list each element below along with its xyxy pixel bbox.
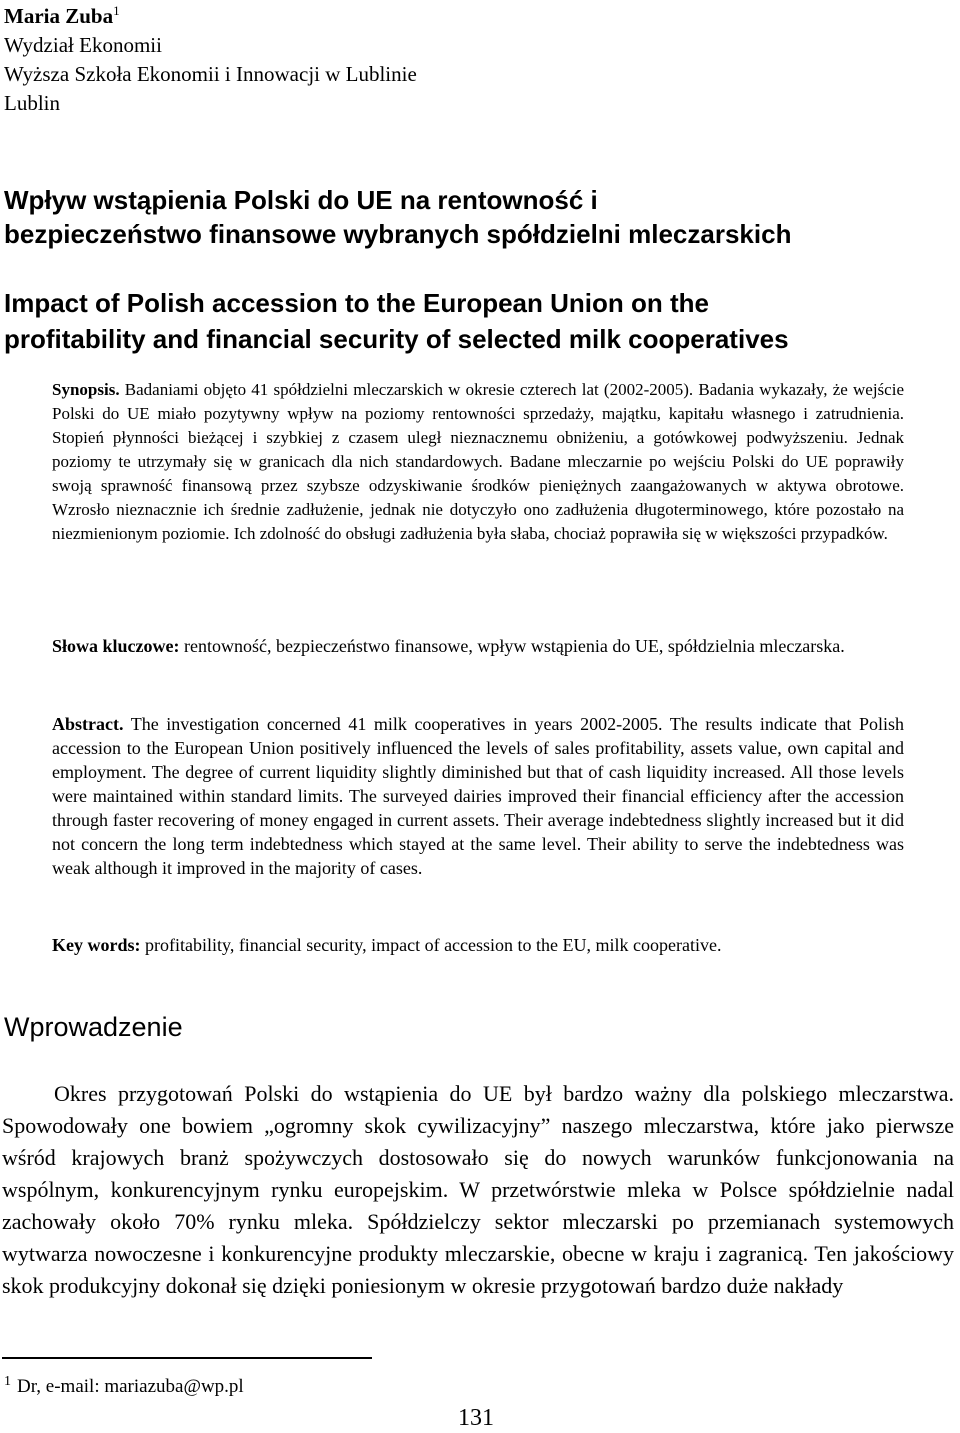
title-english-line-1: Impact of Polish accession to the European Union on the <box>4 288 709 318</box>
title-polish-line-2: bezpieczeństwo finansowe wybranych spółdzielni mleczarskich <box>4 219 792 249</box>
section-heading: Wprowadzenie <box>4 1012 183 1042</box>
footnote-divider <box>2 1357 372 1359</box>
title-english <box>4 285 954 357</box>
keywords-english <box>52 933 904 957</box>
author-department: Wydział Ekonomii <box>4 33 162 57</box>
abstract-label: Abstract. <box>52 714 124 734</box>
author-block <box>4 2 417 118</box>
author-city: Lublin <box>4 91 60 115</box>
footnote-text: Dr, e-mail: mariazuba@wp.pl <box>17 1376 244 1397</box>
footnote-mark: 1 <box>4 1373 11 1389</box>
author-name: Maria Zuba <box>4 4 114 28</box>
keywords-polish-text: rentowność, bezpieczeństwo finansowe, wpływ wstąpienia do UE, spółdzielnia mleczarska. <box>179 636 845 656</box>
title-polish <box>4 183 954 251</box>
abstract-text: The investigation concerned 41 milk cooperatives in years 2002-2005. The results indicate that Polish accession to the European Union positively influenced the levels of sales profitability, assets value, own capital and employment. The degree of current liquidity slightly diminished but that of cash liquidity increased. All those levels were maintained within standard limits. The surveyed dairies improved their financial efficiency after the accession through faster recovering of money engaged in current assets. Their average indebtedness slightly increased but it did not concern the long term indebtedness which stayed at the same level. Their ability to serve the indebtedness was weak although it improved in the majority of cases. <box>52 714 904 878</box>
keywords-english-label: Key words: <box>52 935 141 955</box>
author-name-line <box>4 2 417 31</box>
abstract-english <box>52 712 904 880</box>
keywords-polish-label: Słowa kluczowe: <box>52 636 180 656</box>
synopsis-paragraph <box>52 378 904 546</box>
body-paragraph: Okres przygotowań Polski do wstąpienia do UE był bardzo ważny dla polskiego mleczarstwa. Spowodowały one bowiem „ogromny skok cywilizacyjny” naszego mleczarstwa, które jako pierwsze wśród krajowych branż spożywczych dostosowało się do nowych warunków funkcjonowania na wspólnym, konkurencyjnym rynku europejskim. W przetwórstwie mleka w Polsce spółdzielnie nadal zachowały około 70% rynku mleka. Spółdzielczy sektor mleczarski po przemianach systemowych wytwarza nowoczesne i konkurencyjne produkty mleczarskie, obecne w kraju i zagranicą. Ten jakościowy skok produkcyjny dokonał się dzięki poniesionym w okresie przygotowań bardzo duże nakłady <box>2 1081 954 1298</box>
title-english-line-2: profitability and financial security of selected milk cooperatives <box>4 324 789 354</box>
keywords-polish <box>52 634 904 658</box>
page-number: 131 <box>458 1405 494 1431</box>
keywords-english-text: profitability, financial security, impact of accession to the EU, milk cooperative. <box>140 935 722 955</box>
footnote <box>4 1373 244 1398</box>
synopsis-label: Synopsis. <box>52 380 120 399</box>
author-footnote-mark: 1 <box>113 3 120 18</box>
title-polish-line-1: Wpływ wstąpienia Polski do UE na rentowność i <box>4 185 598 215</box>
synopsis-text: Badaniami objęto 41 spółdzielni mleczarskich w okresie czterech lat (2002-2005). Badania wykazały, że wejście Polski do UE miało pozytywny wpływ na poziomy rentowności sprzedaży, majątku, kapitału własnego i zatrudnienia. Stopień płynności bieżącej i szybkiej z czasem uległ nieznacznemu obniżeniu, a gotówkowej podwyższeniu. Jednak poziomy te utrzymały się w granicach dla nich standardowych. Badane mleczarnie po wejściu Polski do UE poprawiły swoją sprawność finansową przez szybsze odzyskiwanie środków pieniężnych zaangażowanych w aktywa obrotowe. Wzrosło nieznacznie ich średnie zadłużenie, jednak nie dotyczyło ono zadłużenia długoterminowego, które pozostało na niezmienionym poziomie. Ich zdolność do obsługi zadłużenia była słaba, chociaż poprawiła się w większości przypadków. <box>52 380 904 543</box>
author-institution: Wyższa Szkoła Ekonomii i Innowacji w Lublinie <box>4 62 417 86</box>
